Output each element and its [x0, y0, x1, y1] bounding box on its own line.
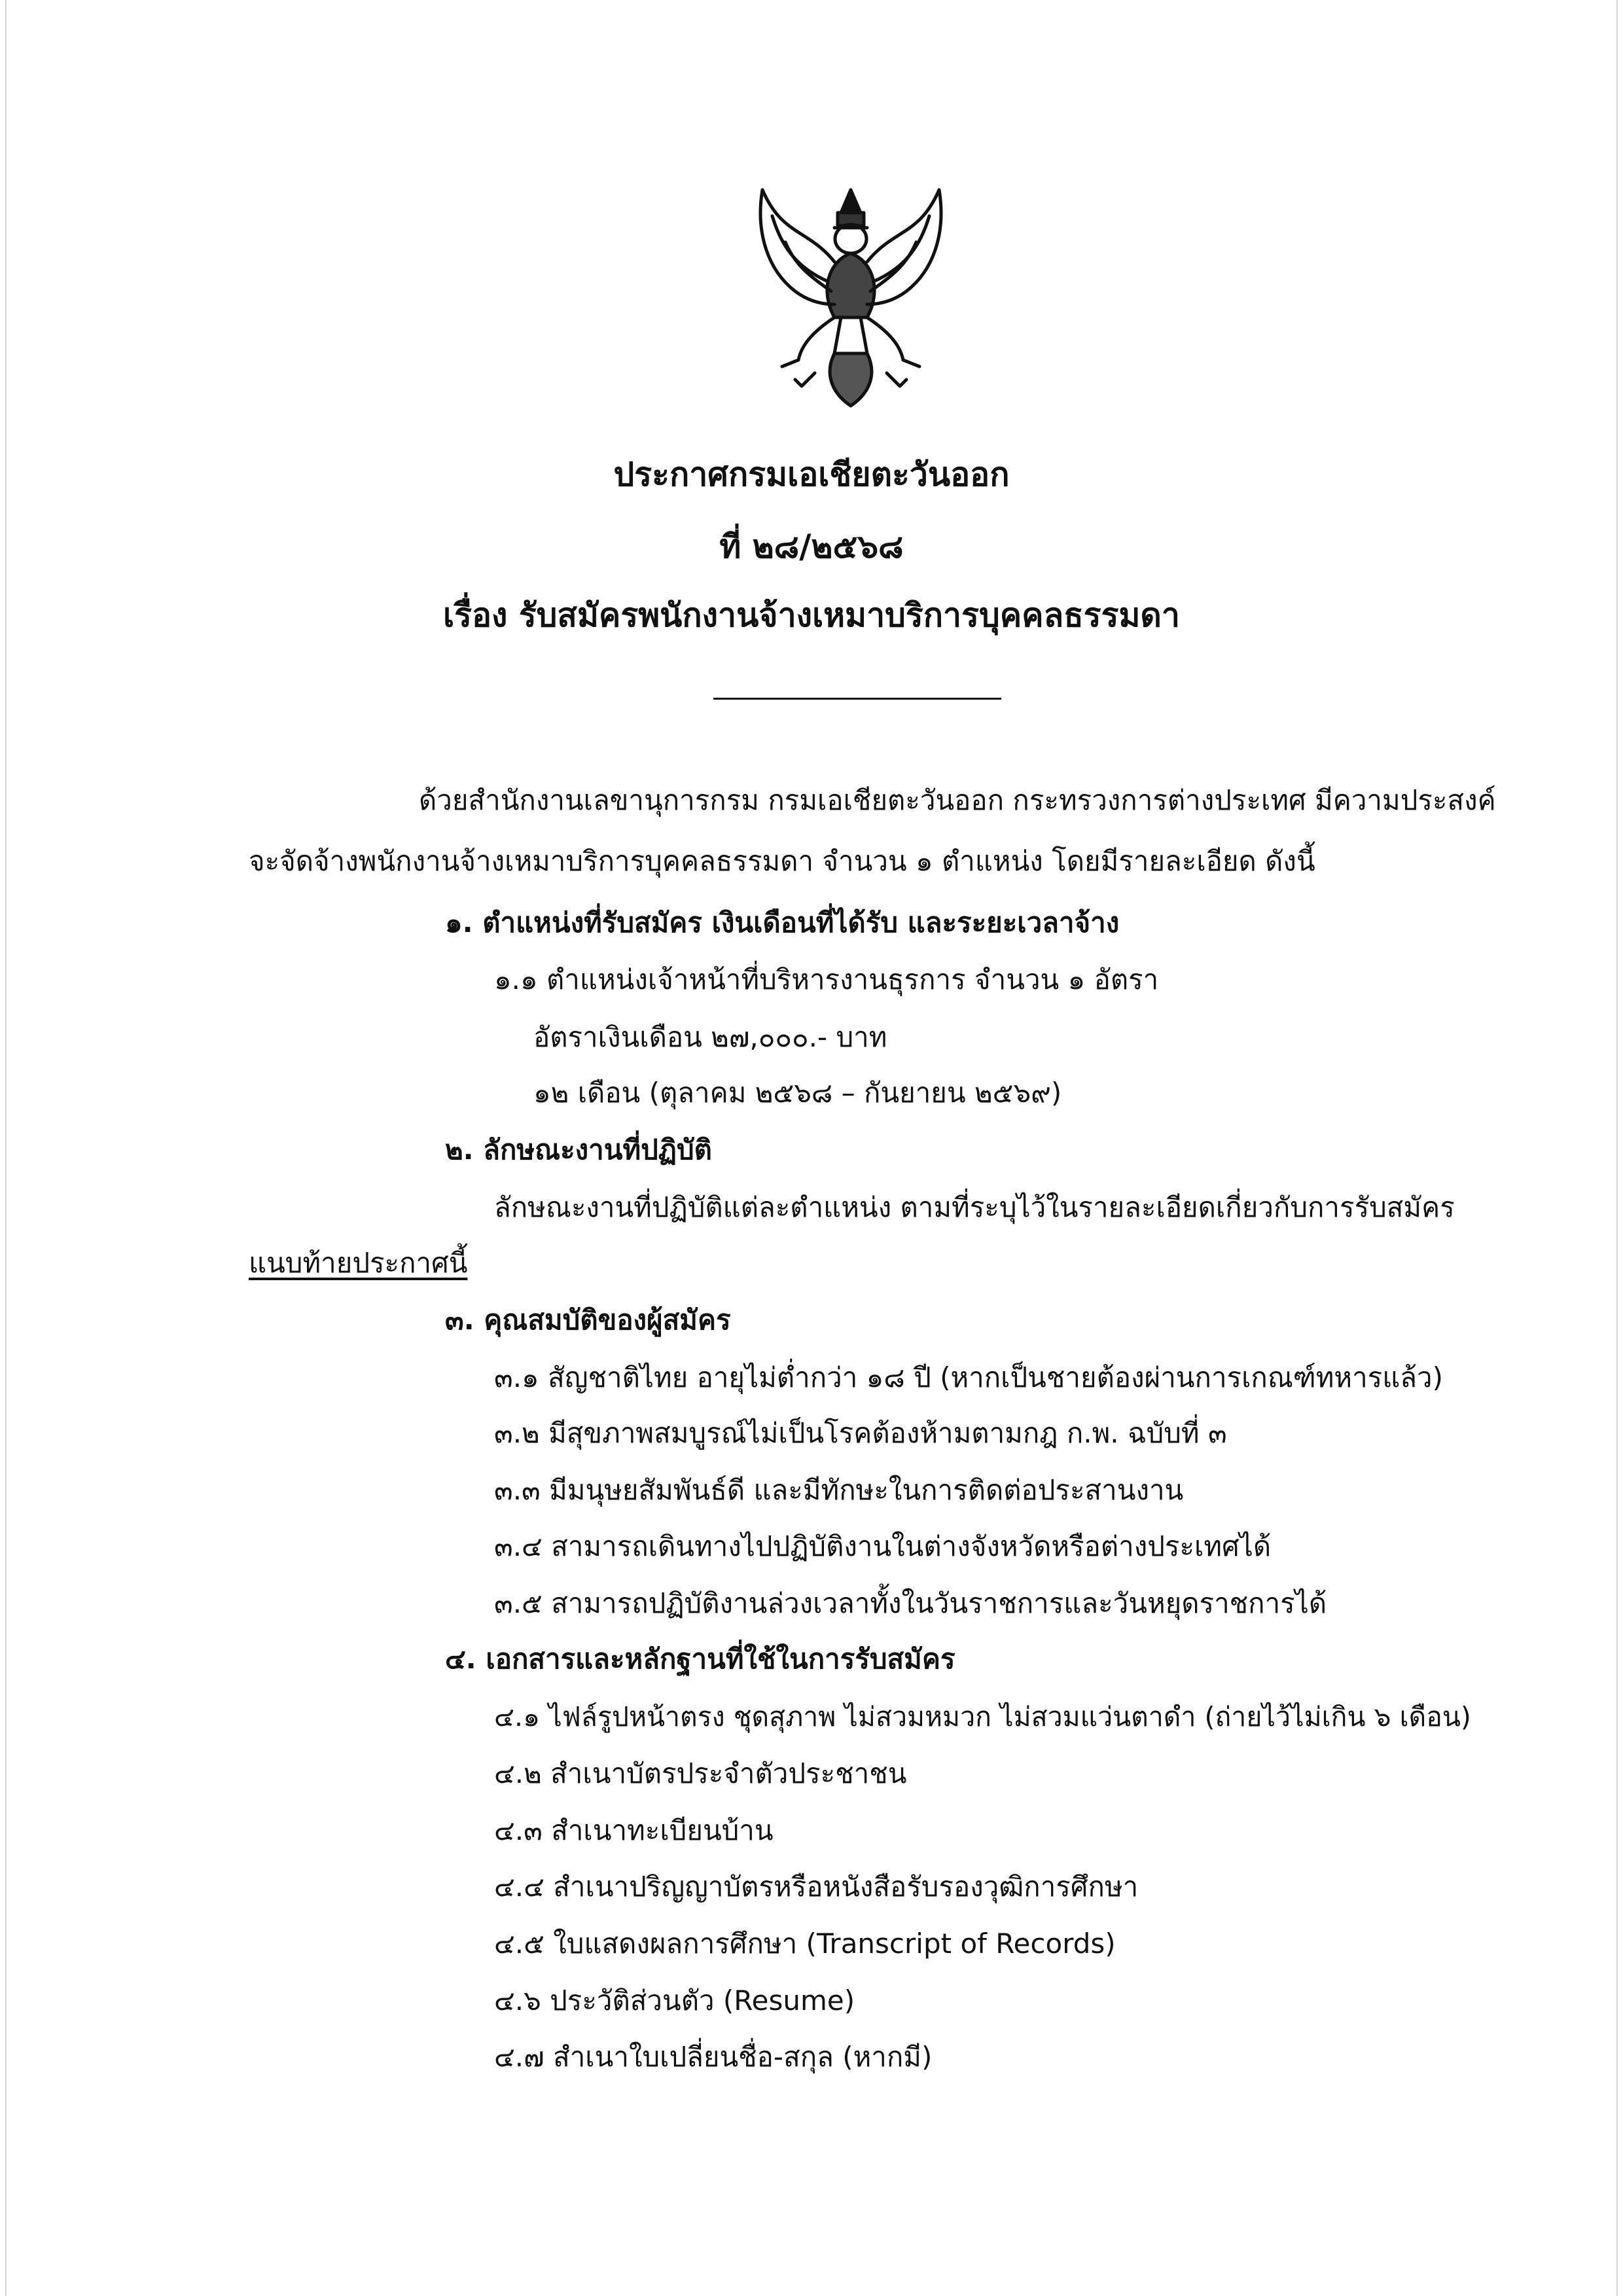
section-1-item: ๑.๑ ตำแหน่งเจ้าหน้าที่บริหารงานธุรการ จำนวน ๑ อัตรา: [494, 963, 1159, 996]
section-1-salary: อัตราเงินเดือน ๒๗,๐๐๐.- บาท: [533, 1021, 887, 1053]
section-3-item: ๓.๓ มีมนุษยสัมพันธ์ดี และมีทักษะในการติดต่อประสานงาน: [494, 1474, 1184, 1506]
section-3-heading: ๓. คุณสมบัติของผู้สมัคร: [445, 1304, 731, 1336]
intro-line-1: ด้วยสำนักงานเลขานุการกรม กรมเอเชียตะวันออก กระทรวงการต่างประเทศ มีความประสงค์: [419, 784, 1496, 816]
announcement-number: ที่ ๒๘/๒๕๖๘: [719, 528, 904, 565]
section-4-item: ๔.๒ สำเนาบัตรประจำตัวประชาชน: [494, 1757, 907, 1789]
garuda-emblem: [736, 177, 965, 419]
announcement-subject: เรื่อง รับสมัครพนักงานจ้างเหมาบริการบุคคลธรรมดา: [443, 596, 1180, 634]
section-4-item: ๔.๔ สำเนาปริญญาบัตรหรือหนังสือรับรองวุฒิการศึกษา: [494, 1871, 1139, 1903]
section-3-item: ๓.๕ สามารถปฏิบัติงานล่วงเวลาทั้งในวันราชการและวันหยุดราชการได้: [494, 1587, 1327, 1619]
announcement-title: ประกาศกรมเอเชียตะวันออก: [613, 456, 1010, 493]
section-4-item: ๔.๗ สำเนาใบเปลี่ยนชื่อ-สกุล (หากมี): [494, 2041, 933, 2073]
section-3-item: ๓.๒ มีสุขภาพสมบูรณ์ไม่เป็นโรคต้องห้ามตามกฎ ก.พ. ฉบับที่ ๓: [494, 1417, 1227, 1449]
section-4-item: ๔.๑ ไฟล์รูปหน้าตรง ชุดสุภาพ ไม่สวมหมวก ไม่สวมแว่นตาดำ (ถ่ายไว้ไม่เกิน ๖ เดือน): [494, 1701, 1471, 1732]
section-1-duration: ๑๒ เดือน (ตุลาคม ๒๕๖๘ – กันยายน ๒๕๖๙): [533, 1077, 1062, 1109]
section-3-item: ๓.๑ สัญชาติไทย อายุไม่ต่ำกว่า ๑๘ ปี (หากเป็นชายต้องผ่านการเกณฑ์ทหารแล้ว): [494, 1361, 1443, 1393]
section-4-item: ๔.๓ สำเนาทะเบียนบ้าน: [494, 1814, 774, 1846]
section-4-item: ๔.๖ ประวัติส่วนตัว (Resume): [494, 1984, 855, 2017]
section-1-heading: ๑. ตำแหน่งที่รับสมัคร เงินเดือนที่ได้รับ และระยะเวลาจ้าง: [445, 906, 1120, 939]
scan-left-edge: [5, 0, 7, 2296]
title-divider: [713, 698, 1001, 700]
scan-right-edge: [1616, 0, 1618, 2296]
section-4-heading: ๔. เอกสารและหลักฐานที่ใช้ในการรับสมัคร: [445, 1643, 955, 1675]
intro-line-2: จะจัดจ้างพนักงานจ้างเหมาบริการบุคคลธรรมดา จำนวน ๑ ตำแหน่ง โดยมีรายละเอียด ดังนี้: [249, 845, 1315, 877]
section-2-annex-link: แนบท้ายประกาศนี้: [249, 1247, 468, 1279]
section-3-item: ๓.๔ สามารถเดินทางไปปฏิบัติงานในต่างจังหวัดหรือต่างประเทศได้: [494, 1530, 1272, 1562]
section-4-item: ๔.๕ ใบแสดงผลการศึกษา (Transcript of Records): [494, 1928, 1116, 1960]
section-2-text: ลักษณะงานที่ปฏิบัติแต่ละตำแหน่ง ตามที่ระบุไว้ในรายละเอียดเกี่ยวกับการรับสมัคร: [494, 1191, 1455, 1223]
section-2-heading: ๒. ลักษณะงานที่ปฏิบัติ: [445, 1134, 712, 1166]
